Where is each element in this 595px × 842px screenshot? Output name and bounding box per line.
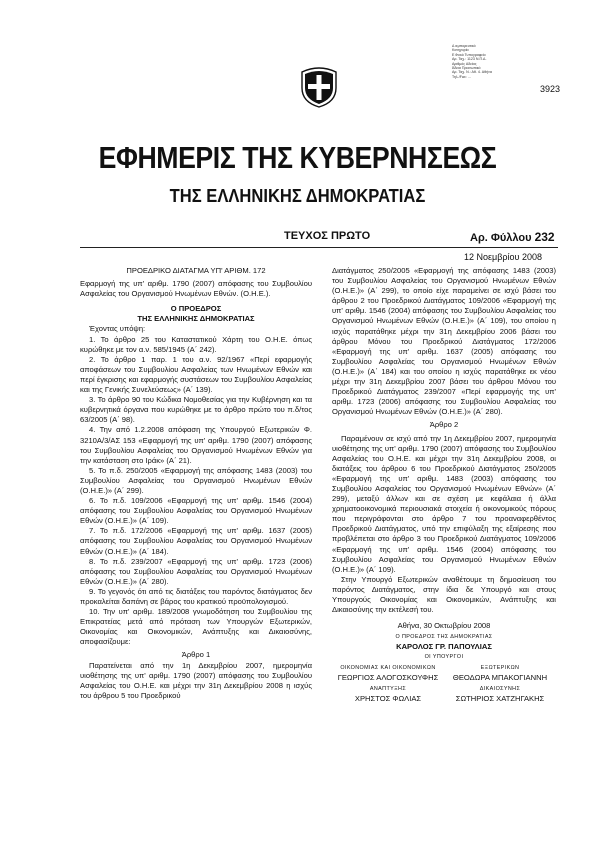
recital-item: 3. Το άρθρο 90 του Κώδικα Νομοθεσίας για την Κυβέρνηση και τα κυβερνητικά όργανα που κυρώθηκε με το άρθρο πρώτο του π.δ/τος 63/2005 (Α΄ 98).	[80, 395, 312, 425]
decree-title: Εφαρμογή της υπ' αριθμ. 1790 (2007) απόφασης του Συμβουλίου Ασφαλείας του Οργανισμού Ηνωμένων Εθνών. (Ο.Η.Ε.).	[80, 279, 312, 299]
minister-title: ΑΝΑΠΤΥΞΗΣ	[369, 685, 407, 692]
ministers-label: ΟΙ ΥΠΟΥΡΓΟΙ	[424, 654, 464, 661]
article-2-heading: Άρθρο 2	[429, 420, 459, 430]
minister-title: ΟΙΚΟΝΟΜΙΑΣ ΚΑΙ ΟΙΚΟΝΟΜΙΚΩΝ	[340, 664, 436, 671]
execution-clause: Στην Υπουργό Εξωτερικών αναθέτουμε τη δημοσίευση του παρόντος Διατάγματος, στην ίδια δε Υπουργό και στους Υπουργούς Οικονομίας και Οικονομικών, Ανάπτυξης και Δικαιοσύνης την εκτέλεσή του.	[332, 574, 556, 615]
stamp-line: Ε θνικό Τυπογραφείο	[452, 52, 486, 57]
signature-block	[332, 621, 556, 704]
left-column	[80, 266, 312, 701]
minister-title: ΕΞΩΤΕΡΙΚΩΝ	[480, 664, 520, 671]
decree-number: ΠΡΟΕΔΡΙΚΟ ΔΙΑΤΑΓΜΑ ΥΠ' ΑΡΙΘΜ. 172	[126, 266, 266, 275]
sheet-label: Αρ. Φύλλου	[470, 232, 532, 244]
place-date: Αθήνα, 30 Οκτωβρίου 2008	[397, 621, 491, 631]
stamp-line: Αρ. Ταχ.: 1123 Ν.Π.Δ.	[452, 57, 487, 62]
president-heading-2: ΤΗΣ ΕΛΛΗΝΙΚΗΣ ΔΗΜΟΚΡΑΤΙΑΣ	[137, 314, 255, 324]
page-number: 3923	[540, 84, 561, 94]
gazette-subtitle: ΤΗΣ ΕΛΛΗΝΙΚΗΣ ΔΗΜΟΚΡΑΤΙΑΣ	[169, 186, 426, 206]
article-1-heading: Άρθρο 1	[181, 650, 211, 660]
minister-name: ΣΩΤΗΡΙΟΣ ΧΑΤΖΗΓΑΚΗΣ	[455, 694, 545, 704]
recital-item: 6. Το π.δ. 109/2006 «Εφαρμογή της υπ' αριθμ. 1546 (2004) απόφασης του Συμβουλίου Ασφαλείας του Οργανισμού Ηνωμένων Εθνών (Ο.Η.Ε.)» (Α΄ 109).	[80, 496, 312, 526]
president-heading: Ο ΠΡΟΕΔΡΟΣ	[170, 304, 222, 314]
stamp-line: Αριθμός Αδείας	[452, 61, 477, 66]
gazette-title: ΕΦΗΜΕΡΙΣ ΤΗΣ ΚΥΒΕΡΝΗΣΕΩΣ	[98, 140, 497, 175]
minister-name: ΧΡΗΣΤΟΣ ΦΩΛΙΑΣ	[354, 694, 422, 704]
header-divider	[80, 247, 558, 248]
minister-name: ΓΕΩΡΓΙΟΣ ΑΛΟΓΟΣΚΟΥΦΗΣ	[337, 673, 439, 683]
having-regard: Έχοντας υπόψη:	[89, 324, 146, 334]
recital-item: 10. Την υπ' αριθμ. 189/2008 γνωμοδότηση του Συμβουλίου της Επικρατείας μετά από πρόταση των Υπουργών Εξωτερικών, Οικονομίας και Οικονομικών, Ανάπτυξης και Δικαιοσύνης, αποφασίζουμε:	[80, 607, 312, 647]
recital-item: 1. Το άρθρο 25 του Καταστατικού Χάρτη του Ο.Η.Ε. όπως κυρώθηκε με τον α.ν. 585/1945 (Α΄ 242).	[80, 334, 312, 354]
greek-coat-of-arms-icon	[298, 66, 340, 108]
article-1-text: Παρατείνεται από την 1η Δεκεμβρίου 2007, ημερομηνία υιοθέτησης της υπ' αριθμ. 1790 (2007) απόφασης του Συμβουλίου Ασφαλείας του Ο.Η.Ε. και μέχρι την 31η Δεκεμβρίου 2008 η ισχύς του άρθρου 5 του Προεδρικού	[80, 660, 312, 700]
signatures-row-1	[332, 663, 556, 684]
article-2-text: Παραμένουν σε ισχύ από την 1η Δεκεμβρίου 2007, ημερομηνία υιοθέτησης της υπ' αριθμ. 1790 (2007) απόφασης του Συμβουλίου Ασφαλείας του Ο.Η.Ε. και μέχρι την 31η Δεκεμβρίου 2008, οι διατάξεις του άρθρου 6 του Προεδρικού Διατάγματος 250/2005 «Εφαρμογή της υπ' αριθμ. 1483 (2003) απόφασης του Συμβουλίου Ασφαλείας του Οργανισμού Ηνωμένων Εθνών» (Α΄ 299), μεταξύ άλλων και σε σχέση με κεφάλαια ή άλλα χρηματοοικονομικά περιουσιακά στοιχεία ή οικονομικούς πόρους που περιγράφονται στο άρθρο 7 του προαναφερθέντος Προεδρικού Διατάγματος, υπό την επιφύλαξη της εξαίρεσης που προβλέπεται στο άρθρο 3 του Προεδρικού Διατάγματος 109/2006 «Εφαρμογή της υπ' αριθμ. 1546 (2004) απόφασης του Συμβουλίου Ασφαλείας του Οργανισμού Ηνωμένων Εθνών (Ο.Η.Ε.)» (Α΄ 109).	[332, 433, 556, 574]
stamp-line: Άδεια Προσωπικό	[452, 66, 481, 71]
minister-title: ΔΙΚΑΙΟΣΥΝΗΣ	[479, 685, 521, 692]
recital-item: 5. Το π.δ. 250/2005 «Εφαρμογή της απόφασης 1483 (2003) του Συμβουλίου Ασφαλείας του Οργανισμού Ηνωμένων Εθνών (Ο.Η.Ε.)» (Α΄ 299).	[80, 465, 312, 495]
signatures-row-2	[332, 684, 556, 705]
minister-name: ΘΕΟΔΩΡΑ ΜΠΑΚΟΓΙΑΝΝΗ	[452, 673, 548, 683]
stamp-line: Κατηγορία	[452, 48, 469, 53]
article-1-continuation: Διατάγματος 250/2005 «Εφαρμογή της απόφασης 1483 (2003) του Συμβουλίου Ασφαλείας του Οργανισμού Ηνωμένων Εθνών (Ο.Η.Ε.)» (Α΄ 299), το οποίο είχε παραμείνει σε ισχύ βάσει του άρθρου 2 του Προεδρικού Διατάγματος 109/2006 «Εφαρμογή της υπ' αριθμ. 1546 (2004) απόφασης του Συμβουλίου Ασφαλείας του Οργανισμού Ηνωμένων Εθνών (Ο.Η.Ε.)» (Α΄ 109), του οποίου η ισχύς παρατάθηκε μέχρι την 31η Δεκεμβρίου 2006 βάσει του άρθρου Μόνου του Προεδρικού Διατάγματος 172/2006 «Εφαρμογή της υπ' αριθμ. 1637 (2005) απόφασης του Συμβουλίου Ασφαλείας του Οργανισμού Ηνωμένων Εθνών (Ο.Η.Ε.)» (Α΄ 184) και του οποίου η ισχύς παρατάθηκε εκ νέου μέχρι την 31η Δεκεμβρίου 2007 βάσει του άρθρου Μόνου του Προεδρικού Διατάγματος 239/2007 «Περί εφαρμογής της υπ' αριθμ. 1723 (2006) απόφασης του Συμβουλίου Ασφαλείας του Οργανισμού Ηνωμένων Εθνών (Ο.Η.Ε.)» (Α΄ 280).	[332, 266, 556, 417]
postal-stamp	[452, 44, 512, 79]
president-title: Ο ΠΡΟΕΔΡΟΣ ΤΗΣ ΔΗΜΟΚΡΑΤΙΑΣ	[395, 633, 493, 640]
recital-item: 2. Το άρθρο 1 παρ. 1 του α.ν. 92/1967 «Περί εφαρμογής αποφάσεων του Συμβουλίου Ασφαλείας των Ηνωμένων Εθνών και περί έγκρισης και εφαρμογής συστάσεων του Συμβουλίου Ασφαλείας και της Γενικής Συνελεύσεως» (Α΄ 139).	[80, 354, 312, 395]
sheet-number	[470, 230, 555, 244]
recital-item: 4. Την από 1.2.2008 απόφαση της Υπουργού Εξωτερικών Φ. 3210Α/3/ΑΣ 153 «Εφαρμογή της υπ' αριθμ. 1790 (2007) απόφασης του Συμβουλίου Ασφαλείας του Οργανισμού Ηνωμένων Εθνών για την κατάσταση στο Ιράκ» (Α΄ 21).	[80, 425, 312, 465]
recital-item: 7. Το π.δ. 172/2006 «Εφαρμογή της υπ' αριθμ. 1637 (2005) απόφασης του Συμβουλίου Ασφαλείας του Οργανισμού Ηνωμένων Εθνών (Ο.Η.Ε.)» (Α΄ 184).	[80, 526, 312, 556]
recital-item: 8. Το π.δ. 239/2007 «Εφαρμογή της υπ' αριθμ. 1723 (2006) απόφασης του Συμβουλίου Ασφαλείας του Οργανισμού Ηνωμένων Εθνών (Ο.Η.Ε.)» (Α΄ 280).	[80, 556, 312, 586]
stamp-line: Τηλ./Fax: ...	[452, 74, 471, 79]
right-column	[332, 266, 556, 704]
president-name: ΚΑΡΟΛΟΣ ΓΡ. ΠΑΠΟΥΛΙΑΣ	[396, 642, 492, 651]
recital-item: 9. Το γεγονός ότι από τις διατάξεις του παρόντος διατάγματος δεν προκαλείται δαπάνη σε βάρος του κρατικού προϋπολογισμού.	[80, 586, 312, 606]
issue-label: ΤΕΥΧΟΣ ΠΡΩΤΟ	[284, 230, 371, 242]
sheet-number-value: 232	[534, 230, 555, 244]
issue-date: 12 Νοεμβρίου 2008	[464, 252, 542, 262]
stamp-line: Αρ. Ταχ. Ν.: Αθ. 4. Αθήνα	[452, 70, 492, 75]
stamp-line: Δ ιεμπορευτικό	[452, 44, 476, 48]
